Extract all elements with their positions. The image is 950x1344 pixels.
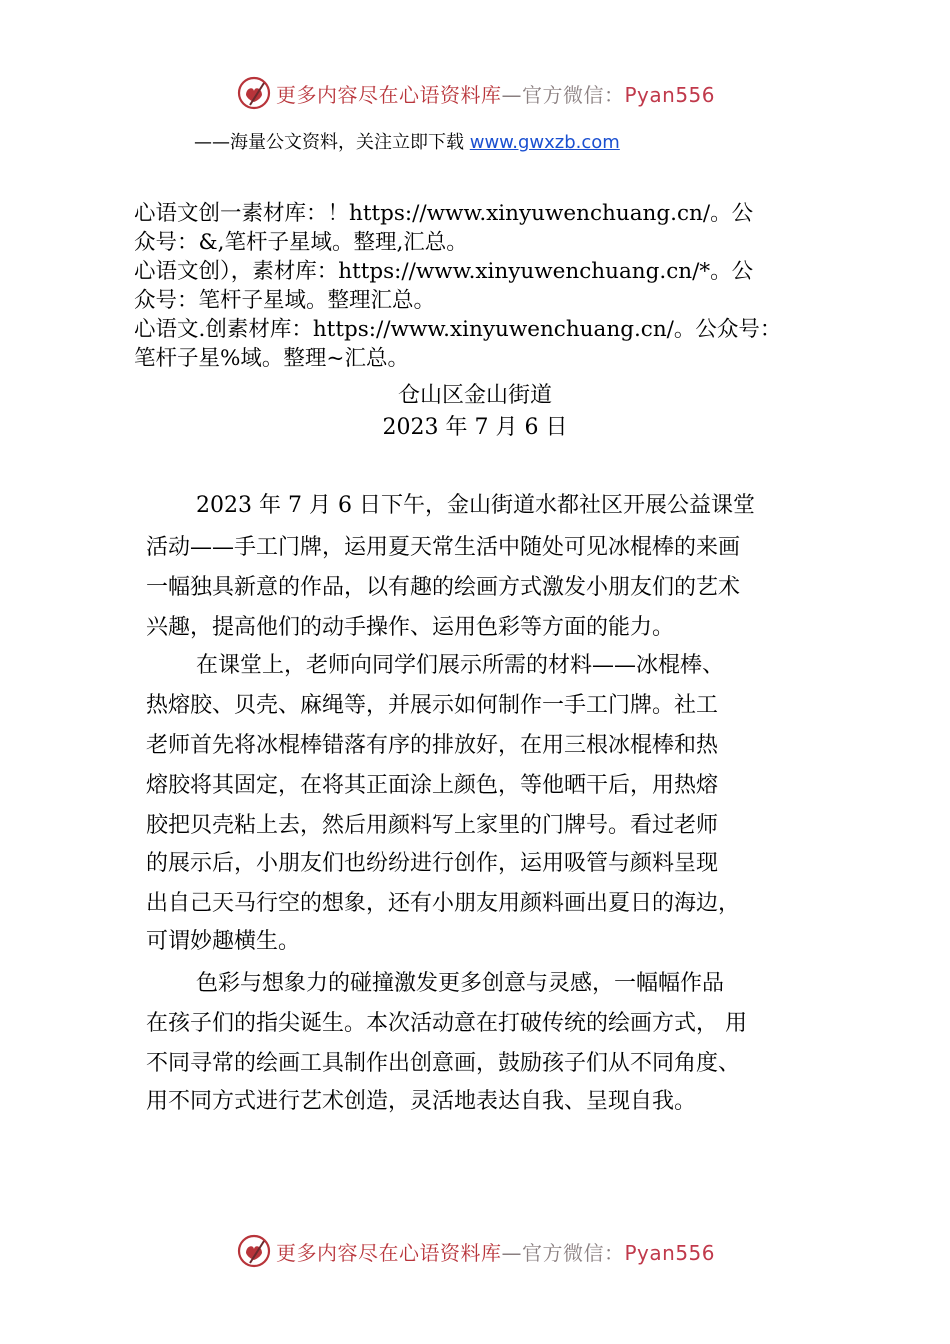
footer-banner xyxy=(0,1233,950,1273)
download-link[interactable]: www.gwxzb.com xyxy=(469,132,620,153)
header-banner xyxy=(0,75,950,115)
paragraph-line: 不同寻常的绘画工具制作出创意画，鼓励孩子们从不同角度、 xyxy=(146,1051,741,1076)
paragraph-line: 出自己天马行空的想象，还有小朋友用颜料画出夏日的海边， xyxy=(146,891,741,916)
banner-separator: —官方微信： xyxy=(501,83,625,107)
paragraph-line: 色彩与想象力的碰撞激发更多创意与灵感，一幅幅作品 xyxy=(196,971,725,996)
paragraph-line: 胶把贝壳粘上去，然后用颜料写上家里的门牌号。看过老师 xyxy=(146,813,719,838)
paragraph-line: 活动——手工门牌，运用夏天常生活中随处可见冰棍棒的来画 xyxy=(146,535,741,560)
paragraph-line: 在课堂上，老师向同学们展示所需的材料——冰棍棒、 xyxy=(196,653,725,678)
organization-name: 仓山区金山街道 xyxy=(397,383,552,408)
paragraph-line: 2023 年 7 月 6 日下午，金山街道水都社区开展公益课堂 xyxy=(196,493,755,518)
document-date: 2023 年 7 月 6 日 xyxy=(382,415,568,440)
banner-text xyxy=(276,79,715,108)
subline-text: ——海量公文资料，关注立即下载 xyxy=(194,132,470,153)
watermark-line: 心语文.创素材库：https://www.xinyuwenchuang.cn/。公众号： xyxy=(134,317,782,342)
watermark-line: 心语文创），素材库：https://www.xinyuwenchuang.cn/*。公 xyxy=(134,259,754,284)
banner-wechat-id: Pyan556 xyxy=(624,83,716,107)
banner-wechat-id: Pyan556 xyxy=(624,1241,716,1265)
watermark-line: 众号：笔杆子星域。整理汇总。 xyxy=(134,288,436,313)
download-subline xyxy=(194,128,620,154)
paragraph-line: 热熔胶、贝壳、麻绳等，并展示如何制作一手工门牌。社工 xyxy=(146,693,719,718)
banner-slogan: 更多内容尽在心语资料库 xyxy=(276,1241,502,1265)
paragraph-line: 可谓妙趣横生。 xyxy=(146,929,301,954)
paragraph-line: 用不同方式进行艺术创造，灵活地表达自我、呈现自我。 xyxy=(146,1089,697,1114)
paragraph-line: 熔胶将其固定，在将其正面涂上颜色，等他晒干后，用热熔 xyxy=(146,773,719,798)
banner-text xyxy=(276,1237,715,1266)
heart-pen-logo-icon xyxy=(236,75,272,111)
watermark-line: 众号：&,笔杆子星域。整理,汇总。 xyxy=(134,230,468,255)
watermark-line: 心语文创一素材库：！https://www.xinyuwenchuang.cn/。公 xyxy=(134,201,754,226)
paragraph-line: 的展示后，小朋友们也纷纷进行创作，运用吸管与颜料呈现 xyxy=(146,851,719,876)
paragraph-line: 一幅独具新意的作品，以有趣的绘画方式激发小朋友们的艺术 xyxy=(146,575,741,600)
paragraph-line: 兴趣，提高他们的动手操作、运用色彩等方面的能力。 xyxy=(146,615,675,640)
heart-pen-logo-icon xyxy=(236,1233,272,1269)
banner-separator: —官方微信： xyxy=(501,1241,625,1265)
banner-slogan: 更多内容尽在心语资料库 xyxy=(276,83,502,107)
paragraph-line: 在孩子们的指尖诞生。本次活动意在打破传统的绘画方式， 用 xyxy=(146,1011,747,1036)
watermark-line: 笔杆子星%域。整理~汇总。 xyxy=(134,346,409,371)
paragraph-line: 老师首先将冰棍棒错落有序的排放好，在用三根冰棍棒和热 xyxy=(146,733,719,758)
